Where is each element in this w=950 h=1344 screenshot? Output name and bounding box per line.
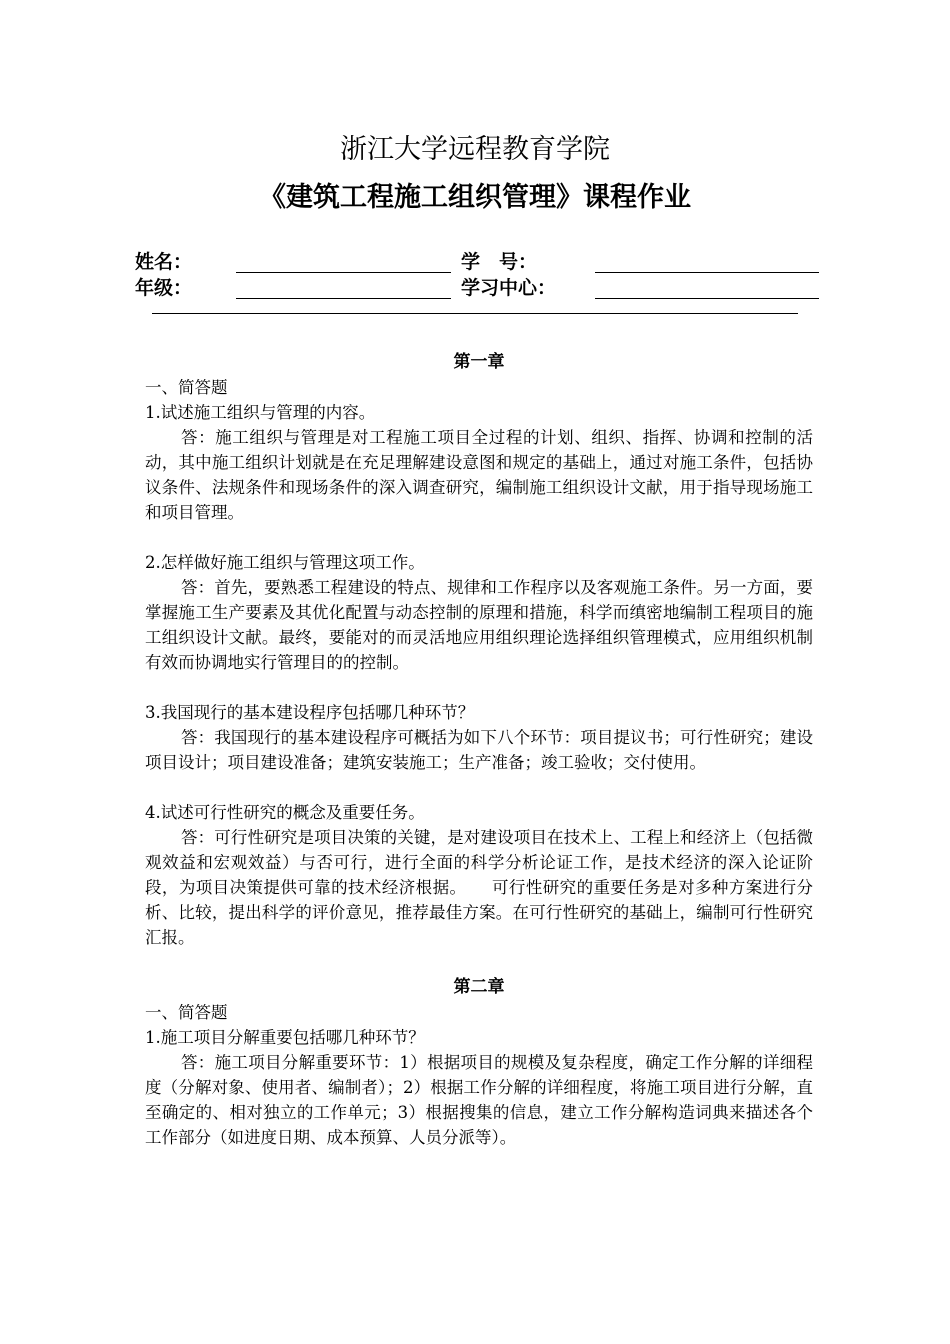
- student-no-label: 学 号：: [461, 251, 538, 273]
- answer: 答：可行性研究是项目决策的关键，是对建设项目在技术上、工程上和经济上（包括微观效益和宏观效益）与否可行，进行全面的科学分析论证工作，是技术经济的深入论证阶段，为项目决策提供可靠的技术经济根据。 可行性研究的重要任务是对多种方案进行分析、比较，提出科学的评价意见，推荐最佳方案。在可行性研究的基础上，编制可行性研究汇报。: [145, 828, 813, 947]
- grade-label: 年级：: [135, 277, 193, 299]
- name-label: 姓名：: [135, 251, 193, 273]
- answer: 答：施工组织与管理是对工程施工项目全过程的计划、组织、指挥、协调和控制的活动，其中施工组织计划就是在充足理解建设意图和规定的基础上，通过对施工条件，包括协议条件、法规条件和现场条件的深入调查研究，编制施工组织设计文献，用于指导现场施工和项目管理。: [145, 428, 813, 522]
- section-heading: 一、简答题: [145, 378, 228, 397]
- learning-center-label: 学习中心：: [461, 277, 557, 299]
- question: 1.试述施工组织与管理的内容。: [145, 403, 376, 422]
- question: 1.施工项目分解重要包括哪几种环节？: [145, 1028, 425, 1047]
- section-heading: 一、简答题: [145, 1003, 228, 1022]
- answer: 答：我国现行的基本建设程序可概括为如下八个环节：项目提议书；可行性研究；建设项目设计；项目建设准备；建筑安装施工；生产准备；竣工验收；交付使用。: [145, 728, 813, 772]
- answer: 答：首先，要熟悉工程建设的特点、规律和工作程序以及客观施工条件。另一方面，要掌握施工生产要素及其优化配置与动态控制的原理和措施，科学而缜密地编制工程项目的施工组织设计文献。最终，要能对的而灵活地应用组织理论选择组织管理模式，应用组织机制有效而协调地实行管理目的的控制。: [145, 578, 813, 672]
- question: 4.试述可行性研究的概念及重要任务。: [145, 803, 425, 822]
- separator-line: [152, 313, 798, 314]
- question: 3.我国现行的基本建设程序包括哪几种环节？: [145, 703, 475, 722]
- grade-field[interactable]: [236, 298, 451, 299]
- institution-title: 浙江大学远程教育学院: [340, 134, 610, 165]
- student-no-field[interactable]: [595, 272, 819, 273]
- question: 2.怎样做好施工组织与管理这项工作。: [145, 553, 425, 572]
- document-body: [145, 350, 813, 1150]
- course-title: 《建筑工程施工组织管理》课程作业: [259, 182, 691, 213]
- answer: 答：施工项目分解重要环节：1）根据项目的规模及复杂程度，确定工作分解的详细程度（分解对象、使用者、编制者）；2）根据工作分解的详细程度，将施工项目进行分解，直至确定的、相对独立的工作单元；3）根据搜集的信息，建立工作分解构造词典来描述各个工作部分（如进度日期、成本预算、人员分派等）。: [145, 1053, 813, 1147]
- chapter-title: 第一章: [453, 352, 505, 372]
- learning-center-field[interactable]: [595, 298, 819, 299]
- chapter-title: 第二章: [453, 977, 505, 997]
- name-field[interactable]: [236, 272, 451, 273]
